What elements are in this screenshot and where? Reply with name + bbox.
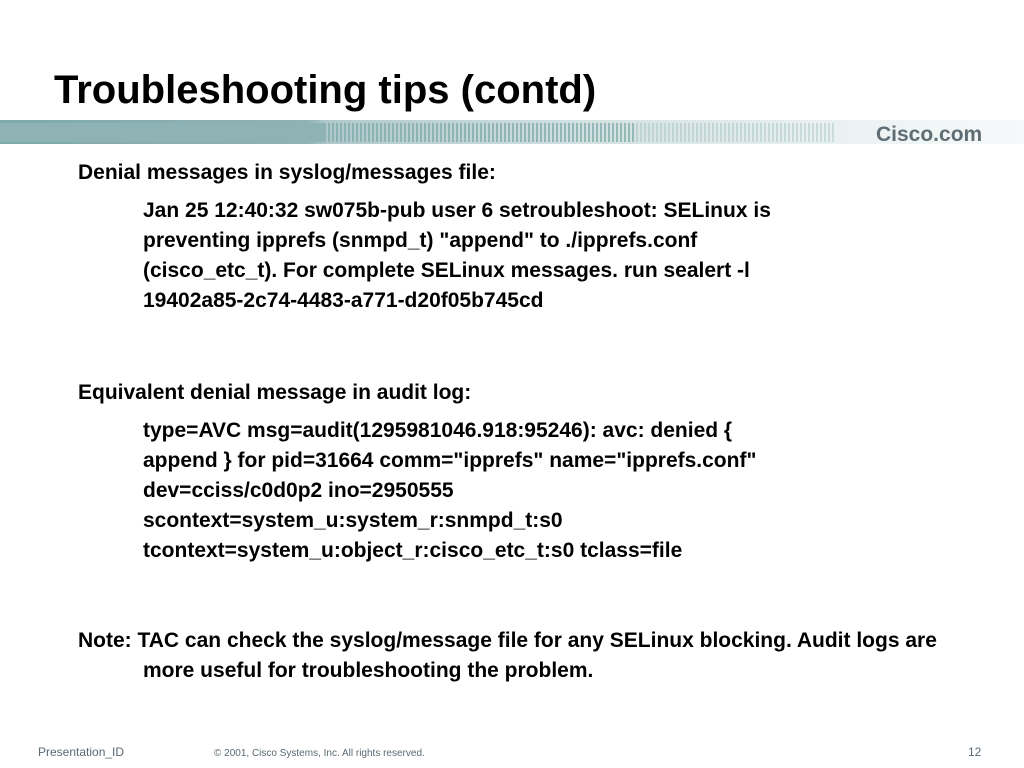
syslog-line: Jan 25 12:40:32 sw075b-pub user 6 setroubleshoot: SELinux is bbox=[143, 199, 771, 222]
brand-logo-text: Cisco.com bbox=[876, 123, 983, 146]
audit-line: scontext=system_u:system_r:snmpd_t:s0 bbox=[143, 509, 563, 532]
section-heading-syslog: Denial messages in syslog/messages file: bbox=[78, 161, 496, 184]
audit-line: type=AVC msg=audit(1295981046.918:95246): avc: denied { bbox=[143, 419, 733, 442]
slide-title: Troubleshooting tips (contd) bbox=[54, 68, 597, 112]
slide-content bbox=[78, 158, 978, 686]
note-paragraph: Note: TAC can check the syslog/message file for any SELinux blocking. Audit logs are more useful for troubleshooting the problem. bbox=[78, 629, 937, 682]
footer-copyright: © 2001, Cisco Systems, Inc. All rights reserved. bbox=[214, 748, 425, 759]
audit-message-block bbox=[143, 416, 978, 566]
syslog-message-block bbox=[143, 196, 978, 316]
spacer bbox=[78, 566, 978, 626]
section-heading-audit: Equivalent denial message in audit log: bbox=[78, 381, 472, 404]
audit-line: tcontext=system_u:object_r:cisco_etc_t:s0 tclass=file bbox=[143, 539, 683, 562]
syslog-line: 19402a85-2c74-4483-a771-d20f05b745cd bbox=[143, 289, 544, 312]
syslog-line: preventing ipprefs (snmpd_t) "append" to ./ipprefs.conf bbox=[143, 229, 698, 252]
audit-line: dev=cciss/c0d0p2 ino=2950555 bbox=[143, 479, 454, 502]
title-banner bbox=[0, 120, 1024, 144]
footer-page-number: 12 bbox=[968, 745, 982, 759]
spacer bbox=[78, 316, 978, 378]
banner-graphic bbox=[0, 120, 1024, 144]
syslog-line: (cisco_etc_t). For complete SELinux messages. run sealert -l bbox=[143, 259, 750, 282]
audit-line: append } for pid=31664 comm="ipprefs" name="ipprefs.conf" bbox=[143, 449, 757, 472]
footer-presentation-id: Presentation_ID bbox=[38, 745, 125, 759]
